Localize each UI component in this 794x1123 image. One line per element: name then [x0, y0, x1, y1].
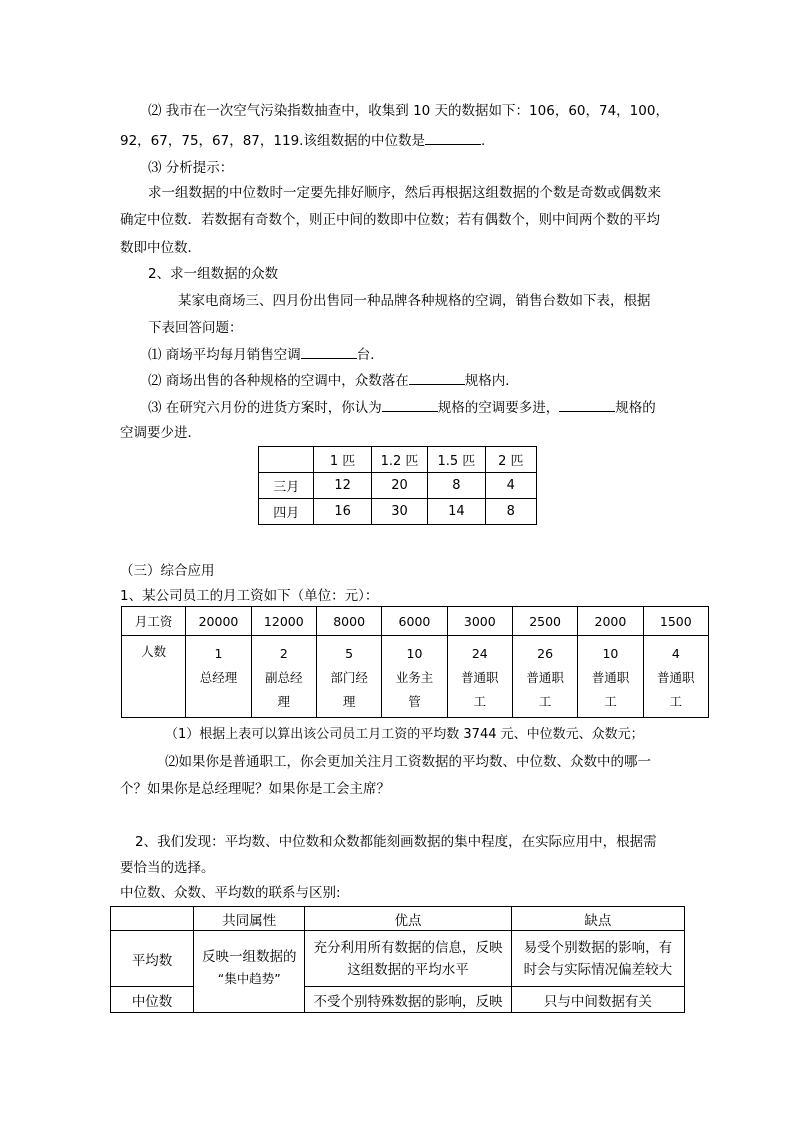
salary-sub-question-2-line-1: ⑵如果你是普通职工，你会更加关注月工资数据的平均数、中位数、众数中的哪一: [165, 754, 651, 770]
sub-question-3: ⑶ 在研究六月份的进货方案时，你认为 规格的空调要多进， 规格的: [148, 397, 656, 418]
sub-question-3-cont: 空调要少进．: [120, 425, 201, 441]
salary-question-title: 1、某公司员工的月工资如下（单位：元）：: [120, 588, 379, 604]
question-2-text: 92，67，75，67，87，119.该组数据的中位数是: [120, 133, 425, 149]
table-row: 四月 16 30 14 8: [259, 499, 537, 525]
salary-sub-question-2-line-2: 个？如果你是总经理呢？如果你是工会主席？: [120, 781, 390, 797]
table-row: 月工资 20000 12000 8000 6000 3000 2500 2000 1500: [122, 607, 709, 636]
sub-question-2: ⑵ 商场出售的各种规格的空调中，众数落在 规格内．: [148, 370, 519, 391]
hint-line-3: 数即中位数．: [120, 240, 201, 256]
hint-line-2: 确定中位数．若数据有奇数个，则正中间的数即中位数；若有偶数个，则中间两个数的平均: [120, 212, 660, 228]
more-spec-blank[interactable]: [382, 397, 438, 412]
compare-table: [110, 906, 685, 1013]
section-2-intro-2: 下表回答问题：: [148, 320, 243, 336]
table-row: 中位数 不受个别特殊数据的影响，反映 只与中间数据有关: [111, 987, 685, 1013]
median-answer-blank[interactable]: [425, 130, 481, 145]
table-row: 三月 12 20 8 4: [259, 473, 537, 499]
mode-spec-blank[interactable]: [409, 370, 465, 385]
question-2-line-1: ⑵ 我市在一次空气污染指数抽查中，收集到 10 天的数据如下：106，60，74，100，: [148, 103, 669, 119]
question-2-line-2: 92，67，75，67，87，119.该组数据的中位数是 .: [120, 130, 485, 151]
table-row: 平均数 反映一组数据的 “集中趋势” 充分利用所有数据的信息，反映 这组数据的平均水平 易受个别数据的影响，有 时会与实际情况偏差较大: [111, 931, 685, 987]
discovery-line-1: 2、我们发现：平均数、中位数和众数都能刻画数据的集中程度，在实际应用中，根据需: [135, 834, 657, 850]
compare-title: 中位数、众数、平均数的联系与区别:: [120, 885, 341, 901]
section-2-title: 2、求一组数据的众数: [148, 266, 279, 282]
analysis-hint-title: ⑶ 分析提示：: [148, 160, 234, 176]
salary-table: [121, 606, 709, 718]
sub-question-1: ⑴ 商场平均每月销售空调 台．: [148, 344, 384, 365]
less-spec-blank[interactable]: [559, 397, 615, 412]
hint-line-1: 求一组数据的中位数时一定要先排好顺序，然后再根据这组数据的个数是奇数或偶数来: [148, 185, 661, 201]
table-row: 1 匹 1.2 匹 1.5 匹 2 匹: [259, 447, 537, 473]
section-3-heading: （三）综合应用: [120, 563, 215, 579]
salary-sub-question-1: （1）根据上表可以算出该公司员工月工资的平均数 3744 元、中位数元、众数元；: [165, 727, 644, 742]
discovery-line-2: 要恰当的选择。: [120, 860, 215, 876]
aircon-sales-table: [258, 446, 537, 525]
table-row: 人数 1 总经理 2 副总经 理 5 部门经 理 10 业务主 管 24 普通职 工 26 普通职 工 10 普通职 工 4 普通职 工: [122, 636, 709, 718]
average-sales-blank[interactable]: [301, 344, 357, 359]
section-2-intro-1: 某家电商场三、四月份出售同一种品牌各种规格的空调，销售台数如下表，根据: [178, 293, 651, 309]
table-row: 共同属性 优点 缺点: [111, 907, 685, 931]
